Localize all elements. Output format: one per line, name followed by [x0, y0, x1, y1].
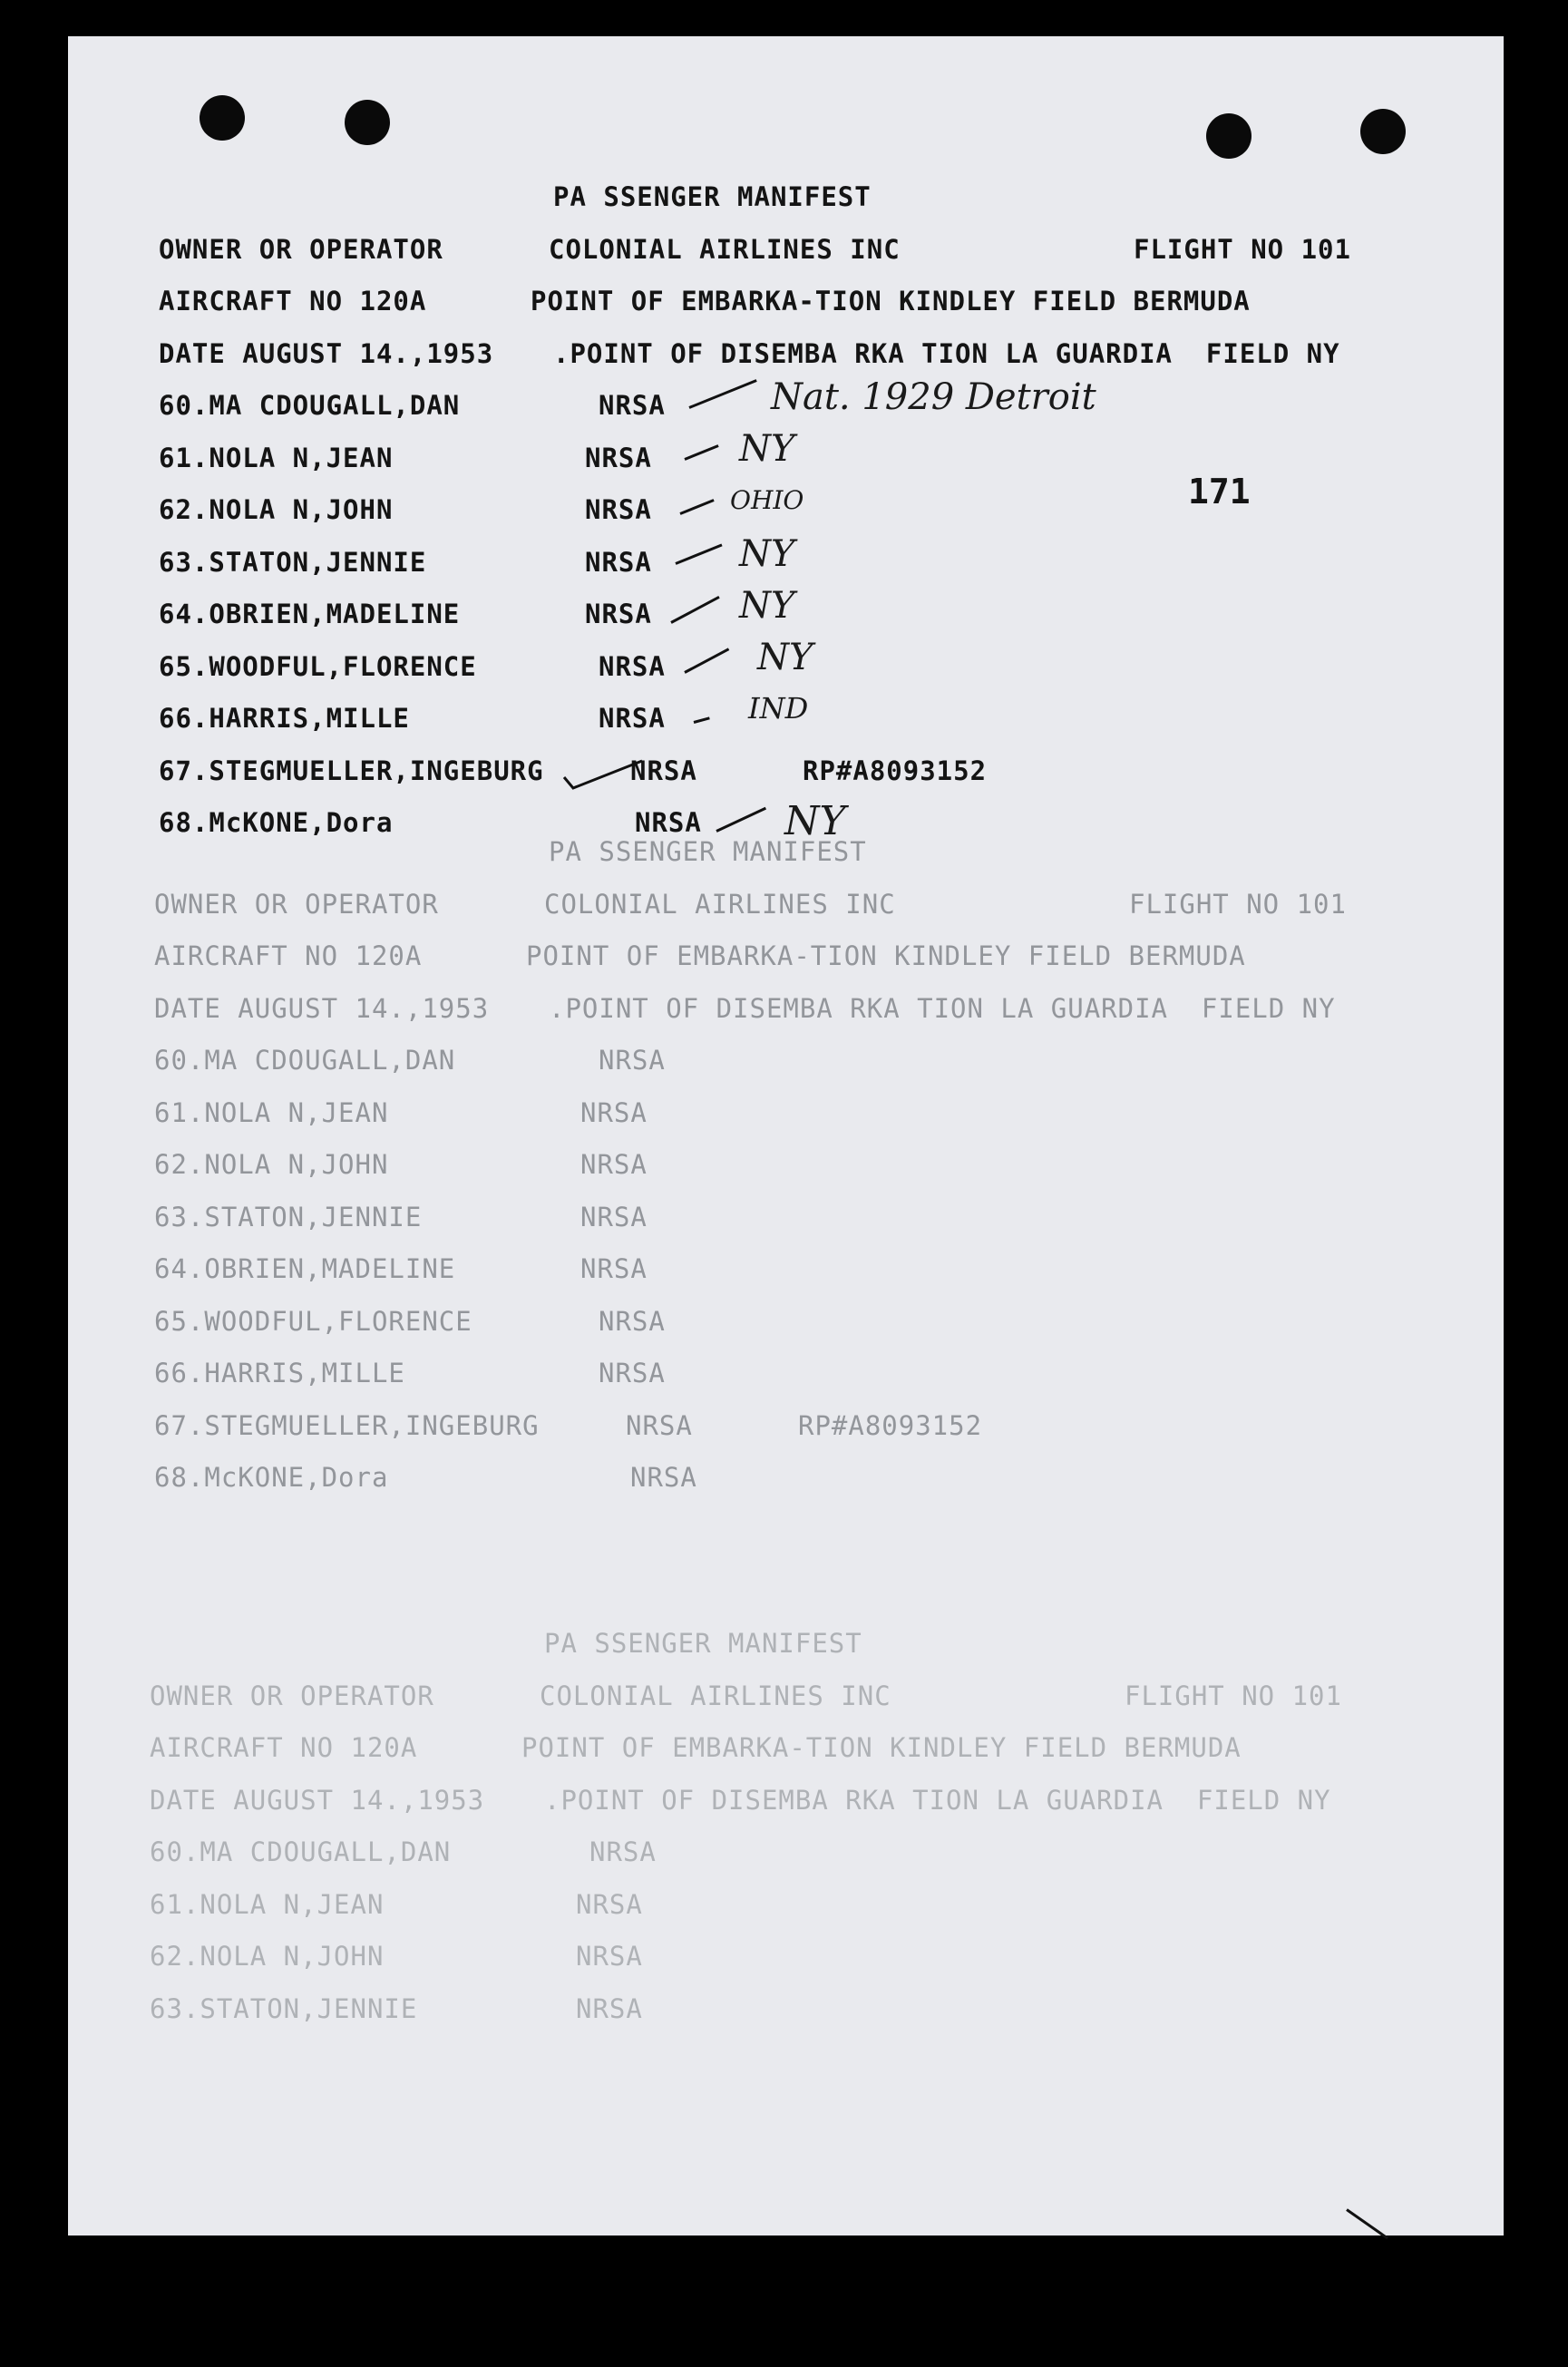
passenger-name: 61.NOLA N,JEAN	[159, 443, 394, 473]
aircraft-number: AIRCRAFT NO 120A	[150, 1732, 418, 1763]
punch-hole	[345, 100, 390, 145]
owner-label: OWNER OR OPERATOR	[150, 1680, 434, 1711]
passenger-status: NRSA	[580, 1149, 648, 1180]
manifest-title: PA SSENGER MANIFEST	[549, 836, 867, 867]
passenger-name: 62.NOLA N,JOHN	[159, 494, 394, 525]
passenger-name: 60.MA CDOUGALL,DAN	[159, 390, 461, 421]
manifest-page	[68, 36, 1504, 2236]
passenger-status: NRSA	[576, 1941, 643, 1972]
handwritten-note: NY	[739, 428, 795, 470]
page-number: 171	[1188, 472, 1251, 511]
check-mark	[679, 499, 714, 515]
passenger-status: NRSA	[580, 1202, 648, 1232]
passenger-name: 66.HARRIS,MILLE	[154, 1358, 405, 1388]
handwritten-note: NY	[739, 533, 795, 575]
passenger-name: 63.STATON,JENNIE	[150, 1993, 418, 2024]
passenger-name: 63.STATON,JENNIE	[154, 1202, 423, 1232]
passenger-status: NRSA	[580, 1097, 648, 1128]
check-mark	[670, 596, 719, 624]
embarkation-point: POINT OF EMBARKA-TION KINDLEY FIELD BERMUDA	[526, 940, 1246, 971]
passenger-name: 65.WOODFUL,FLORENCE	[154, 1306, 472, 1337]
manifest-date: DATE AUGUST 14.,1953	[150, 1785, 485, 1816]
handwritten-note: OHIO	[730, 485, 804, 515]
aircraft-number: AIRCRAFT NO 120A	[154, 940, 423, 971]
passenger-name: 60.MA CDOUGALL,DAN	[150, 1836, 452, 1867]
passenger-name: 61.NOLA N,JEAN	[150, 1889, 385, 1920]
disembarkation-point: .POINT OF DISEMBA RKA TION LA GUARDIA FIELD NY	[549, 993, 1336, 1024]
passenger-status: NRSA	[599, 651, 666, 682]
passenger-status: NRSA	[576, 1993, 643, 2024]
passenger-status: NRSA	[599, 1358, 666, 1388]
passenger-name: 63.STATON,JENNIE	[159, 547, 427, 578]
check-mark	[562, 757, 644, 794]
passenger-name: 67.STEGMUELLER,INGEBURG	[154, 1410, 540, 1441]
passenger-name: 61.NOLA N,JEAN	[154, 1097, 389, 1128]
punch-hole	[1206, 113, 1251, 159]
passenger-name: 68.McKONE,Dora	[159, 807, 394, 838]
passenger-status: NRSA	[585, 547, 652, 578]
manifest-title: PA SSENGER MANIFEST	[544, 1628, 862, 1659]
manifest-title: PA SSENGER MANIFEST	[553, 181, 872, 212]
passenger-status: NRSA	[599, 390, 666, 421]
passenger-name: 64.OBRIEN,MADELINE	[154, 1253, 456, 1284]
passenger-status: NRSA	[599, 1045, 666, 1076]
embarkation-point: POINT OF EMBARKA-TION KINDLEY FIELD BERMUDA	[521, 1732, 1242, 1763]
owner-value: COLONIAL AIRLINES INC	[540, 1680, 891, 1711]
aircraft-number: AIRCRAFT NO 120A	[159, 286, 427, 317]
passenger-name: 68.McKONE,Dora	[154, 1462, 389, 1493]
handwritten-note: IND	[748, 691, 809, 726]
passenger-status: NRSA	[599, 1306, 666, 1337]
passenger-name: 66.HARRIS,MILLE	[159, 703, 410, 734]
passenger-status: NRSA	[576, 1889, 643, 1920]
owner-label: OWNER OR OPERATOR	[154, 889, 439, 920]
passenger-status: NRSA	[626, 1410, 693, 1441]
passenger-name: 64.OBRIEN,MADELINE	[159, 599, 461, 629]
passenger-name: 62.NOLA N,JOHN	[154, 1149, 389, 1180]
passenger-status: NRSA	[630, 755, 697, 786]
passenger-status: NRSA	[585, 599, 652, 629]
rp-number: RP#A8093152	[798, 1410, 983, 1441]
embarkation-point: POINT OF EMBARKA-TION KINDLEY FIELD BERMUDA	[531, 286, 1251, 317]
check-mark	[684, 648, 729, 673]
flight-number: FLIGHT NO 101	[1134, 234, 1351, 265]
passenger-name: 65.WOODFUL,FLORENCE	[159, 651, 477, 682]
flight-number: FLIGHT NO 101	[1125, 1680, 1342, 1711]
disembarkation-point: .POINT OF DISEMBA RKA TION LA GUARDIA FIELD NY	[544, 1785, 1331, 1816]
passenger-status: NRSA	[599, 703, 666, 734]
passenger-name: 60.MA CDOUGALL,DAN	[154, 1045, 456, 1076]
handwritten-note: NY	[739, 585, 795, 627]
passenger-status: NRSA	[580, 1253, 648, 1284]
handwritten-note: NY	[757, 637, 813, 678]
passenger-name: 62.NOLA N,JOHN	[150, 1941, 385, 1972]
handwritten-note: Nat. 1929 Detroit	[771, 376, 1096, 418]
passenger-status: NRSA	[585, 443, 652, 473]
owner-value: COLONIAL AIRLINES INC	[544, 889, 896, 920]
flight-number: FLIGHT NO 101	[1129, 889, 1347, 920]
owner-value: COLONIAL AIRLINES INC	[549, 234, 901, 265]
check-mark	[694, 716, 710, 724]
passenger-status: NRSA	[589, 1836, 657, 1867]
check-mark	[688, 379, 756, 409]
check-mark	[675, 544, 722, 565]
passenger-name: 67.STEGMUELLER,INGEBURG	[159, 755, 544, 786]
punch-hole	[200, 95, 245, 141]
disembarkation-point: .POINT OF DISEMBA RKA TION LA GUARDIA FIELD NY	[553, 338, 1340, 369]
page-edge-mark	[1346, 2208, 1388, 2239]
owner-label: OWNER OR OPERATOR	[159, 234, 443, 265]
manifest-date: DATE AUGUST 14.,1953	[159, 338, 494, 369]
check-mark	[684, 444, 718, 461]
handwritten-note: NY	[784, 798, 846, 844]
punch-hole	[1360, 109, 1406, 154]
manifest-date: DATE AUGUST 14.,1953	[154, 993, 490, 1024]
passenger-status: NRSA	[585, 494, 652, 525]
passenger-status: NRSA	[630, 1462, 697, 1493]
rp-number: RP#A8093152	[803, 755, 988, 786]
passenger-status: NRSA	[635, 807, 702, 838]
check-mark	[716, 807, 766, 833]
